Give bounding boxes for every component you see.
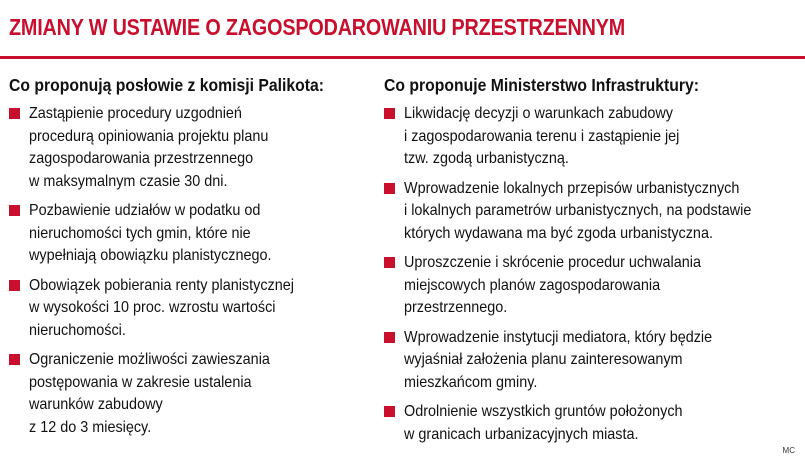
left-column-heading: Co proponują posłowie z komisji Palikota: (9, 75, 325, 95)
bullet-square-icon (9, 108, 20, 119)
left-column (9, 74, 377, 446)
left-list (9, 103, 377, 439)
right-column-heading: Co proponuje Ministerstwo Infrastruktury: (384, 75, 700, 95)
bullet-square-icon (384, 257, 395, 268)
list-item: Likwidację decyzji o warunkach zabudowy i zagospodarowania terenu i zastąpienie jej tzw. zgodą urbanistyczną. (384, 103, 798, 171)
list-item: Pozbawienie udziałów w podatku od nieruchomości tych gmin, które nie wypełniają obowiązku planistycznego. (9, 200, 377, 268)
bullet-square-icon (384, 183, 395, 194)
list-item: Odrolnienie wszystkich gruntów położonych w granicach urbanizacyjnych miasta. (384, 401, 798, 446)
bullet-square-icon (384, 108, 395, 119)
list-item: Obowiązek pobierania renty planistycznej w wysokości 10 proc. wzrostu wartości nieruchomości. (9, 275, 377, 343)
list-item: Ograniczenie możliwości zawieszania postępowania w zakresie ustalenia warunków zabudowy z 12 do 3 miesięcy. (9, 349, 377, 439)
list-item: Zastąpienie procedury uzgodnień procedurą opiniowania projektu planu zagospodarowania przestrzennego w maksymalnym czasie 30 dni. (9, 103, 377, 193)
bullet-square-icon (384, 406, 395, 417)
list-item: Wprowadzenie lokalnych przepisów urbanistycznych i lokalnych parametrów urbanistycznych, na podstawie których wydawana ma być zgoda urbanistyczna. (384, 178, 798, 246)
list-item: Wprowadzenie instytucji mediatora, który będzie wyjaśniał założenia planu zainteresowanym mieszkańcom gminy. (384, 327, 798, 395)
right-list (384, 103, 798, 446)
bullet-square-icon (9, 280, 20, 291)
right-column (384, 74, 798, 453)
bullet-square-icon (9, 354, 20, 365)
page-title: ZMIANY W USTAWIE O ZAGOSPODAROWANIU PRZESTRZENNYM (9, 14, 626, 40)
author-credit: MC (782, 446, 795, 455)
bullet-square-icon (384, 332, 395, 343)
list-item: Uproszczenie i skrócenie procedur uchwalania miejscowych planów zagospodarowania przestrzennego. (384, 252, 798, 320)
title-underline (0, 56, 805, 59)
bullet-square-icon (9, 205, 20, 216)
